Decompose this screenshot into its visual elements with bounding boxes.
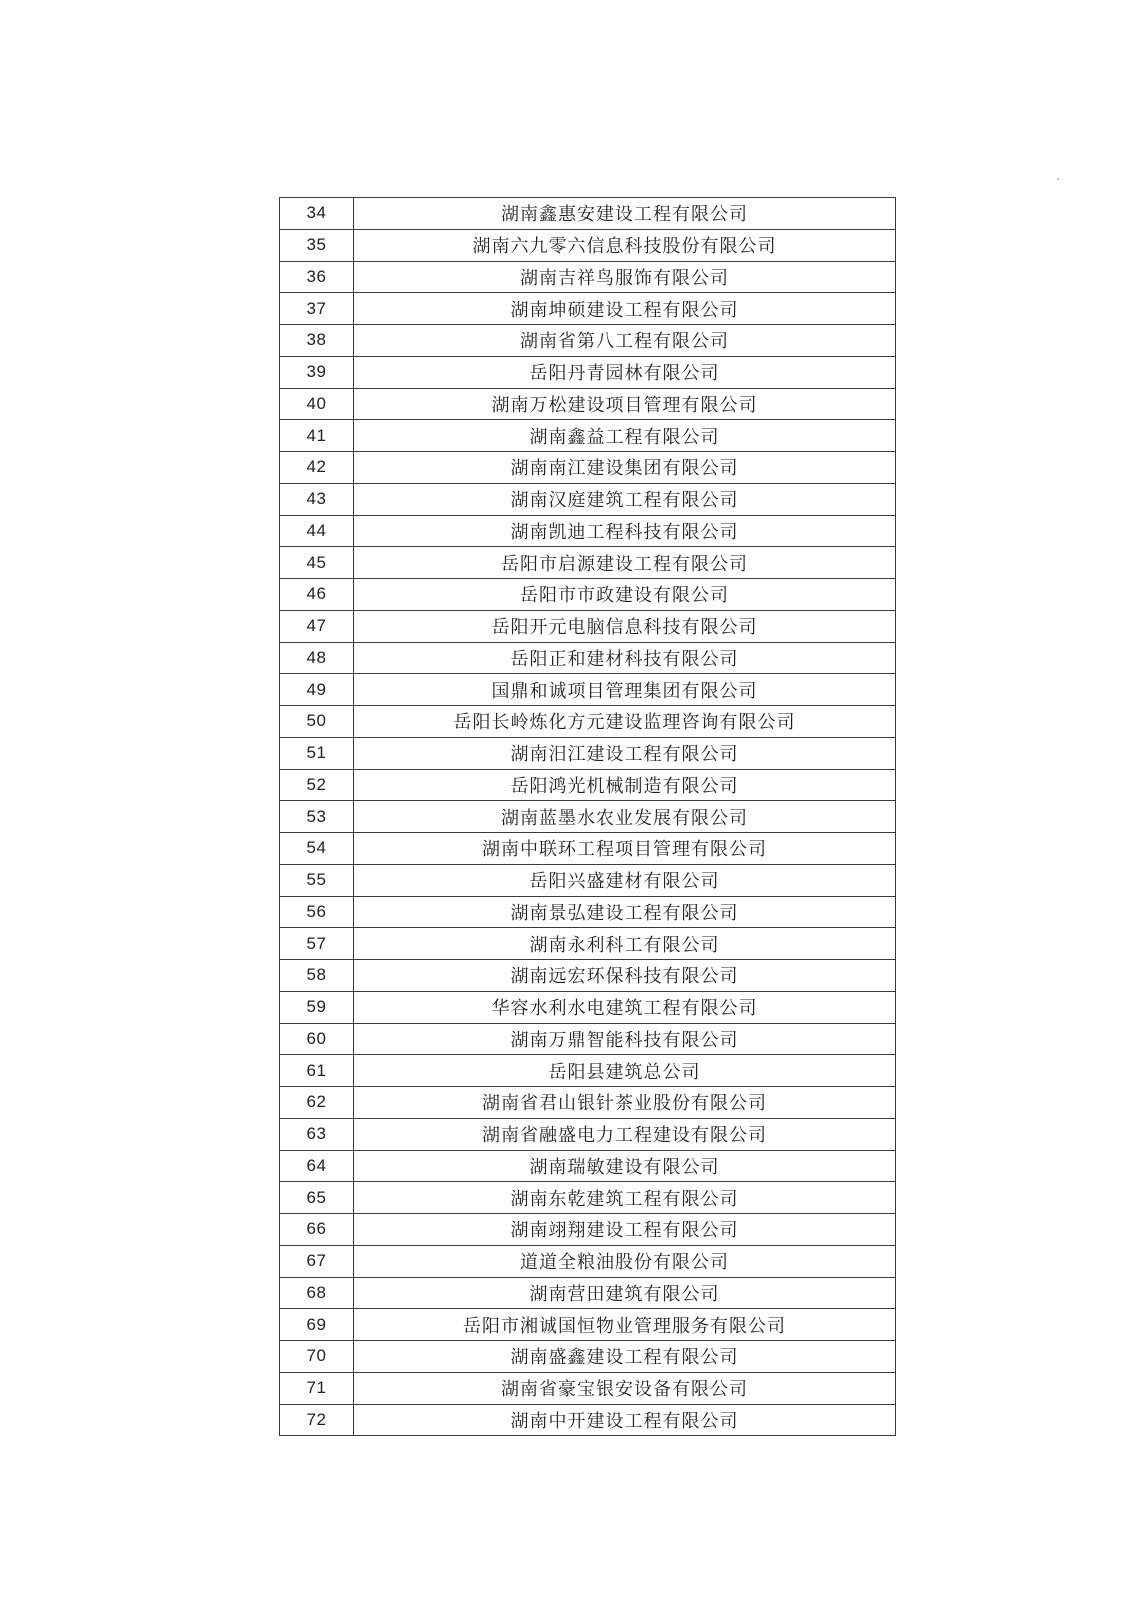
table-row: [280, 960, 896, 992]
company-name-cell: 湖南汉庭建筑工程有限公司: [354, 483, 896, 515]
company-name-cell: 湖南省豪宝银安设备有限公司: [354, 1372, 896, 1404]
row-number-cell: 52: [280, 769, 354, 801]
row-number-cell: 72: [280, 1404, 354, 1436]
table-row: [280, 1372, 896, 1404]
company-name-cell: 岳阳长岭炼化方元建设监理咨询有限公司: [354, 706, 896, 738]
row-number-cell: 38: [280, 325, 354, 357]
row-number-cell: 41: [280, 420, 354, 452]
row-number-cell: 39: [280, 356, 354, 388]
company-name-cell: 湖南蓝墨水农业发展有限公司: [354, 801, 896, 833]
table-row: [280, 674, 896, 706]
row-number-cell: 40: [280, 388, 354, 420]
row-number-cell: 63: [280, 1118, 354, 1150]
scan-speck: [1057, 178, 1059, 180]
table-row: [280, 610, 896, 642]
company-name-cell: 湖南中开建设工程有限公司: [354, 1404, 896, 1436]
company-name-cell: 国鼎和诚项目管理集团有限公司: [354, 674, 896, 706]
company-name-cell: 湖南瑞敏建设有限公司: [354, 1150, 896, 1182]
table-row: [280, 642, 896, 674]
row-number-cell: 54: [280, 833, 354, 865]
table-row: [280, 928, 896, 960]
company-name-cell: 岳阳开元电脑信息科技有限公司: [354, 610, 896, 642]
row-number-cell: 45: [280, 547, 354, 579]
row-number-cell: 44: [280, 515, 354, 547]
row-number-cell: 64: [280, 1150, 354, 1182]
company-name-cell: 湖南东乾建筑工程有限公司: [354, 1182, 896, 1214]
table-row: [280, 483, 896, 515]
row-number-cell: 35: [280, 229, 354, 261]
company-name-cell: 岳阳兴盛建材有限公司: [354, 864, 896, 896]
row-number-cell: 71: [280, 1372, 354, 1404]
company-name-cell: 湖南六九零六信息科技股份有限公司: [354, 229, 896, 261]
row-number-cell: 68: [280, 1277, 354, 1309]
company-name-cell: 华容水利水电建筑工程有限公司: [354, 991, 896, 1023]
company-name-cell: 湖南省融盛电力工程建设有限公司: [354, 1118, 896, 1150]
company-name-cell: 湖南盛鑫建设工程有限公司: [354, 1341, 896, 1373]
row-number-cell: 50: [280, 706, 354, 738]
company-name-cell: 岳阳市启源建设工程有限公司: [354, 547, 896, 579]
table-row: [280, 1118, 896, 1150]
row-number-cell: 47: [280, 610, 354, 642]
table-row: [280, 1055, 896, 1087]
company-name-cell: 湖南吉祥鸟服饰有限公司: [354, 261, 896, 293]
table-row: [280, 229, 896, 261]
company-name-cell: 湖南南江建设集团有限公司: [354, 452, 896, 484]
row-number-cell: 60: [280, 1023, 354, 1055]
company-name-cell: 湖南营田建筑有限公司: [354, 1277, 896, 1309]
row-number-cell: 67: [280, 1245, 354, 1277]
row-number-cell: 58: [280, 960, 354, 992]
table-row: [280, 325, 896, 357]
table-row: [280, 1214, 896, 1246]
company-name-cell: 岳阳市市政建设有限公司: [354, 579, 896, 611]
table-row: [280, 1404, 896, 1436]
table-row: [280, 293, 896, 325]
table-row: [280, 991, 896, 1023]
table-row: [280, 388, 896, 420]
row-number-cell: 46: [280, 579, 354, 611]
table-row: [280, 579, 896, 611]
table-row: [280, 1150, 896, 1182]
table-row: [280, 1087, 896, 1119]
company-name-cell: 湖南万鼎智能科技有限公司: [354, 1023, 896, 1055]
row-number-cell: 55: [280, 864, 354, 896]
table-row: [280, 801, 896, 833]
company-name-cell: 湖南万松建设项目管理有限公司: [354, 388, 896, 420]
company-list-table: [279, 197, 896, 1436]
table-row: [280, 1245, 896, 1277]
table-row: [280, 706, 896, 738]
company-name-cell: 岳阳市湘诚国恒物业管理服务有限公司: [354, 1309, 896, 1341]
row-number-cell: 36: [280, 261, 354, 293]
company-name-cell: 岳阳鸿光机械制造有限公司: [354, 769, 896, 801]
table-row: [280, 452, 896, 484]
table-row: [280, 1341, 896, 1373]
company-name-cell: 湖南永利科工有限公司: [354, 928, 896, 960]
company-name-cell: 岳阳县建筑总公司: [354, 1055, 896, 1087]
company-name-cell: 湖南汨江建设工程有限公司: [354, 737, 896, 769]
company-name-cell: 湖南景弘建设工程有限公司: [354, 896, 896, 928]
table-row: [280, 1023, 896, 1055]
company-name-cell: 湖南省君山银针茶业股份有限公司: [354, 1087, 896, 1119]
row-number-cell: 59: [280, 991, 354, 1023]
row-number-cell: 61: [280, 1055, 354, 1087]
row-number-cell: 34: [280, 198, 354, 230]
company-name-cell: 湖南翊翔建设工程有限公司: [354, 1214, 896, 1246]
row-number-cell: 37: [280, 293, 354, 325]
company-name-cell: 湖南省第八工程有限公司: [354, 325, 896, 357]
row-number-cell: 43: [280, 483, 354, 515]
table-row: [280, 896, 896, 928]
table-row: [280, 1277, 896, 1309]
row-number-cell: 70: [280, 1341, 354, 1373]
row-number-cell: 69: [280, 1309, 354, 1341]
company-name-cell: 道道全粮油股份有限公司: [354, 1245, 896, 1277]
table-row: [280, 737, 896, 769]
row-number-cell: 42: [280, 452, 354, 484]
row-number-cell: 62: [280, 1087, 354, 1119]
row-number-cell: 56: [280, 896, 354, 928]
row-number-cell: 65: [280, 1182, 354, 1214]
company-name-cell: 湖南坤硕建设工程有限公司: [354, 293, 896, 325]
company-name-cell: 岳阳正和建材科技有限公司: [354, 642, 896, 674]
row-number-cell: 49: [280, 674, 354, 706]
table-row: [280, 198, 896, 230]
table-row: [280, 1182, 896, 1214]
row-number-cell: 66: [280, 1214, 354, 1246]
table-row: [280, 769, 896, 801]
table-row: [280, 547, 896, 579]
table-row: [280, 833, 896, 865]
table-row: [280, 420, 896, 452]
table-body: [280, 198, 896, 1436]
company-name-cell: 湖南中联环工程项目管理有限公司: [354, 833, 896, 865]
table-row: [280, 261, 896, 293]
company-name-cell: 湖南凯迪工程科技有限公司: [354, 515, 896, 547]
table-row: [280, 1309, 896, 1341]
row-number-cell: 53: [280, 801, 354, 833]
table-row: [280, 356, 896, 388]
company-name-cell: 岳阳丹青园林有限公司: [354, 356, 896, 388]
table-row: [280, 515, 896, 547]
company-name-cell: 湖南鑫益工程有限公司: [354, 420, 896, 452]
row-number-cell: 51: [280, 737, 354, 769]
row-number-cell: 57: [280, 928, 354, 960]
company-name-cell: 湖南远宏环保科技有限公司: [354, 960, 896, 992]
table-row: [280, 864, 896, 896]
company-name-cell: 湖南鑫惠安建设工程有限公司: [354, 198, 896, 230]
row-number-cell: 48: [280, 642, 354, 674]
